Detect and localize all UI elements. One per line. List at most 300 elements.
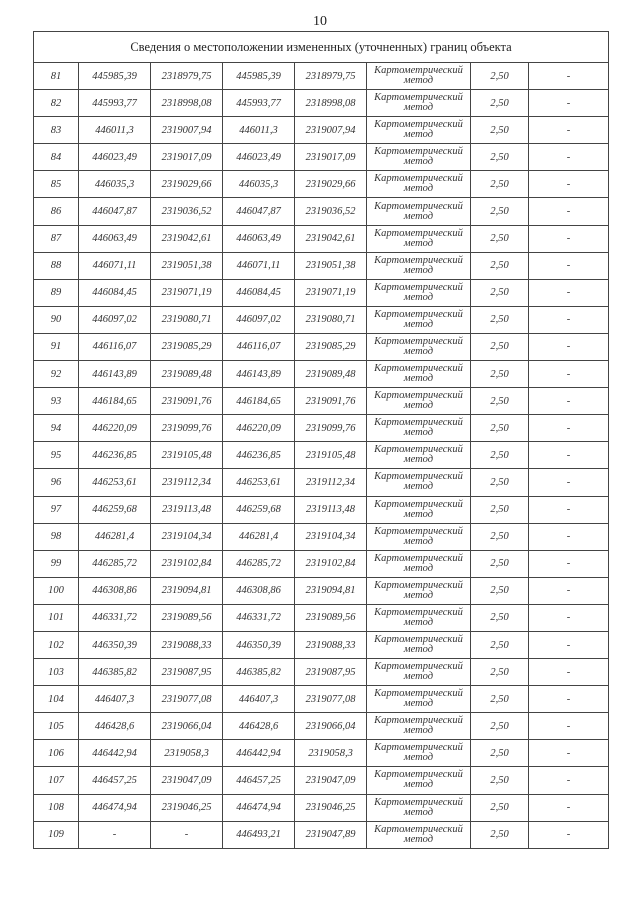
cell-note: - (529, 361, 609, 388)
cell-accuracy: 2,50 (471, 631, 529, 658)
cell-note: - (529, 144, 609, 171)
cell-y-old: - (151, 821, 223, 848)
cell-y-old: 2319089,48 (151, 361, 223, 388)
cell-accuracy: 2,50 (471, 198, 529, 225)
cell-point-number: 93 (34, 388, 79, 415)
page-number: 10 (313, 14, 327, 29)
cell-point-number: 87 (34, 225, 79, 252)
cell-point-number: 101 (34, 604, 79, 631)
method-text: Картометрический (374, 715, 463, 727)
table-row (34, 225, 609, 252)
cell-x-new: 446474,94 (223, 794, 295, 821)
boundary-table (33, 31, 609, 849)
method-text: метод (403, 562, 434, 574)
cell-y-old: 2319113,48 (151, 496, 223, 523)
cell-y-new: 2319066,04 (295, 713, 367, 740)
cell-point-number: 94 (34, 415, 79, 442)
method-text: Картометрический (374, 471, 463, 483)
method-text: Картометрический (374, 742, 463, 754)
cell-x-old: 446063,49 (79, 225, 151, 252)
cell-x-old: 446220,09 (79, 415, 151, 442)
cell-y-old: 2319080,71 (151, 306, 223, 333)
cell-accuracy: 2,50 (471, 171, 529, 198)
cell-y-new: 2319047,89 (295, 821, 367, 848)
method-text: метод (403, 183, 434, 195)
cell-x-old: 446047,87 (79, 198, 151, 225)
cell-y-new: 2319091,76 (295, 388, 367, 415)
cell-y-old: 2319085,29 (151, 333, 223, 360)
cell-accuracy: 2,50 (471, 333, 529, 360)
cell-point-number: 83 (34, 117, 79, 144)
cell-note: - (529, 713, 609, 740)
cell-point-number: 108 (34, 794, 79, 821)
cell-note: - (529, 198, 609, 225)
cell-y-old: 2319036,52 (151, 198, 223, 225)
method-text: Картометрический (374, 417, 463, 429)
cell-y-new: 2319042,61 (295, 225, 367, 252)
table-row (34, 361, 609, 388)
method-text: метод (403, 508, 434, 520)
cell-method (367, 225, 471, 252)
cell-y-old: 2319029,66 (151, 171, 223, 198)
cell-x-new: 446035,3 (223, 171, 295, 198)
cell-accuracy: 2,50 (471, 63, 529, 90)
cell-point-number: 99 (34, 550, 79, 577)
cell-accuracy: 2,50 (471, 388, 529, 415)
cell-x-new: 446442,94 (223, 740, 295, 767)
method-text: метод (403, 644, 434, 656)
cell-x-old: 446084,45 (79, 279, 151, 306)
cell-x-old: 446011,3 (79, 117, 151, 144)
cell-y-old: 2319102,84 (151, 550, 223, 577)
cell-y-old: 2319051,38 (151, 252, 223, 279)
cell-y-old: 2319091,76 (151, 388, 223, 415)
cell-method (367, 496, 471, 523)
cell-method (367, 821, 471, 848)
method-text: Картометрический (374, 525, 463, 537)
cell-y-new: 2319036,52 (295, 198, 367, 225)
cell-method (367, 361, 471, 388)
cell-point-number: 97 (34, 496, 79, 523)
method-text: Картометрический (374, 579, 463, 591)
cell-x-new: 446220,09 (223, 415, 295, 442)
cell-x-old: 446308,86 (79, 577, 151, 604)
cell-point-number: 106 (34, 740, 79, 767)
cell-note: - (529, 604, 609, 631)
cell-x-old: 446457,25 (79, 767, 151, 794)
table-row (34, 198, 609, 225)
cell-method (367, 631, 471, 658)
cell-x-old: 445993,77 (79, 90, 151, 117)
method-text: метод (403, 833, 434, 845)
method-text: Картометрический (374, 200, 463, 212)
cell-accuracy: 2,50 (471, 686, 529, 713)
cell-y-old: 2319042,61 (151, 225, 223, 252)
cell-note: - (529, 252, 609, 279)
cell-x-old: 446143,89 (79, 361, 151, 388)
cell-x-new: 446350,39 (223, 631, 295, 658)
cell-note: - (529, 225, 609, 252)
cell-x-new: 446023,49 (223, 144, 295, 171)
cell-y-new: 2319051,38 (295, 252, 367, 279)
method-text: метод (403, 779, 434, 791)
cell-method (367, 306, 471, 333)
cell-point-number: 92 (34, 361, 79, 388)
cell-method (367, 252, 471, 279)
table-row (34, 523, 609, 550)
method-text: метод (403, 698, 434, 710)
method-text: Картометрический (374, 769, 463, 781)
cell-accuracy: 2,50 (471, 604, 529, 631)
cell-x-old: 446236,85 (79, 442, 151, 469)
cell-x-old: 446023,49 (79, 144, 151, 171)
cell-y-old: 2319066,04 (151, 713, 223, 740)
table-row (34, 496, 609, 523)
cell-note: - (529, 523, 609, 550)
table-row (34, 713, 609, 740)
cell-y-old: 2319112,34 (151, 469, 223, 496)
cell-note: - (529, 333, 609, 360)
cell-point-number: 88 (34, 252, 79, 279)
method-text: метод (403, 318, 434, 330)
table-title: Сведения о местоположении измененных (уточненных) границ объекта (34, 32, 609, 63)
cell-x-new: 446308,86 (223, 577, 295, 604)
method-text: Картометрический (374, 498, 463, 510)
cell-x-new: 446493,21 (223, 821, 295, 848)
cell-x-new: 446143,89 (223, 361, 295, 388)
cell-y-new: 2319058,3 (295, 740, 367, 767)
cell-x-old: 446350,39 (79, 631, 151, 658)
cell-method (367, 279, 471, 306)
table-row (34, 767, 609, 794)
method-text: Картометрический (374, 254, 463, 266)
cell-y-new: 2319104,34 (295, 523, 367, 550)
table-row (34, 740, 609, 767)
method-text: Картометрический (374, 65, 463, 77)
cell-point-number: 86 (34, 198, 79, 225)
cell-method (367, 740, 471, 767)
table-row (34, 63, 609, 90)
cell-method (367, 550, 471, 577)
cell-point-number: 100 (34, 577, 79, 604)
table-row (34, 686, 609, 713)
cell-accuracy: 2,50 (471, 117, 529, 144)
cell-y-new: 2319088,33 (295, 631, 367, 658)
cell-method (367, 90, 471, 117)
method-text: метод (403, 102, 434, 114)
cell-x-new: 446407,3 (223, 686, 295, 713)
cell-accuracy: 2,50 (471, 144, 529, 171)
table-row (34, 550, 609, 577)
cell-y-new: 2319102,84 (295, 550, 367, 577)
method-text: Картометрический (374, 661, 463, 673)
cell-method (367, 767, 471, 794)
cell-x-new: 446457,25 (223, 767, 295, 794)
cell-point-number: 89 (34, 279, 79, 306)
method-text: метод (403, 400, 434, 412)
table-row (34, 469, 609, 496)
table-row (34, 794, 609, 821)
table-row (34, 631, 609, 658)
cell-accuracy: 2,50 (471, 442, 529, 469)
cell-y-new: 2318979,75 (295, 63, 367, 90)
method-text: Картометрический (374, 634, 463, 646)
method-text: метод (403, 373, 434, 385)
method-text: метод (403, 535, 434, 547)
cell-x-new: 445985,39 (223, 63, 295, 90)
method-text: метод (403, 210, 434, 222)
cell-y-old: 2319058,3 (151, 740, 223, 767)
cell-y-new: 2319017,09 (295, 144, 367, 171)
cell-accuracy: 2,50 (471, 713, 529, 740)
cell-y-old: 2319104,34 (151, 523, 223, 550)
method-text: метод (403, 806, 434, 818)
cell-accuracy: 2,50 (471, 550, 529, 577)
table-row (34, 306, 609, 333)
cell-y-old: 2319089,56 (151, 604, 223, 631)
cell-x-new: 446253,61 (223, 469, 295, 496)
method-text: метод (403, 264, 434, 276)
cell-method (367, 686, 471, 713)
cell-x-new: 446011,3 (223, 117, 295, 144)
table-row (34, 415, 609, 442)
cell-accuracy: 2,50 (471, 225, 529, 252)
method-text: метод (403, 671, 434, 683)
table-row (34, 333, 609, 360)
cell-note: - (529, 90, 609, 117)
cell-y-old: 2319007,94 (151, 117, 223, 144)
cell-y-old: 2319071,19 (151, 279, 223, 306)
cell-accuracy: 2,50 (471, 523, 529, 550)
cell-y-new: 2319087,95 (295, 659, 367, 686)
cell-x-old: 446071,11 (79, 252, 151, 279)
cell-note: - (529, 117, 609, 144)
cell-method (367, 659, 471, 686)
cell-point-number: 82 (34, 90, 79, 117)
cell-method (367, 442, 471, 469)
method-text: Картометрический (374, 227, 463, 239)
table-row (34, 171, 609, 198)
cell-method (367, 415, 471, 442)
cell-point-number: 103 (34, 659, 79, 686)
table-row (34, 90, 609, 117)
cell-x-new: 446259,68 (223, 496, 295, 523)
table-row (34, 117, 609, 144)
method-text: метод (403, 75, 434, 87)
cell-y-new: 2319085,29 (295, 333, 367, 360)
cell-note: - (529, 659, 609, 686)
cell-note: - (529, 171, 609, 198)
cell-y-old: 2318979,75 (151, 63, 223, 90)
method-text: Картометрический (374, 335, 463, 347)
cell-x-new: 446071,11 (223, 252, 295, 279)
cell-method (367, 144, 471, 171)
cell-accuracy: 2,50 (471, 90, 529, 117)
cell-y-new: 2319080,71 (295, 306, 367, 333)
method-text: Картометрический (374, 796, 463, 808)
cell-y-new: 2319071,19 (295, 279, 367, 306)
cell-accuracy: 2,50 (471, 577, 529, 604)
cell-point-number: 98 (34, 523, 79, 550)
cell-note: - (529, 469, 609, 496)
method-text: Картометрический (374, 606, 463, 618)
cell-accuracy: 2,50 (471, 767, 529, 794)
cell-method (367, 198, 471, 225)
cell-note: - (529, 767, 609, 794)
cell-accuracy: 2,50 (471, 496, 529, 523)
cell-x-new: 446331,72 (223, 604, 295, 631)
method-text: Картометрический (374, 308, 463, 320)
cell-x-new: 446285,72 (223, 550, 295, 577)
method-text: Картометрический (374, 552, 463, 564)
cell-point-number: 102 (34, 631, 79, 658)
cell-y-old: 2319047,09 (151, 767, 223, 794)
cell-accuracy: 2,50 (471, 659, 529, 686)
cell-x-old: 446259,68 (79, 496, 151, 523)
cell-y-new: 2319046,25 (295, 794, 367, 821)
cell-point-number: 96 (34, 469, 79, 496)
cell-x-new: 445993,77 (223, 90, 295, 117)
cell-y-new: 2318998,08 (295, 90, 367, 117)
cell-y-old: 2319105,48 (151, 442, 223, 469)
cell-point-number: 81 (34, 63, 79, 90)
cell-x-new: 446097,02 (223, 306, 295, 333)
cell-point-number: 105 (34, 713, 79, 740)
cell-accuracy: 2,50 (471, 361, 529, 388)
cell-y-new: 2319112,34 (295, 469, 367, 496)
table-row (34, 252, 609, 279)
cell-accuracy: 2,50 (471, 279, 529, 306)
method-text: метод (403, 427, 434, 439)
cell-note: - (529, 577, 609, 604)
cell-note: - (529, 388, 609, 415)
cell-note: - (529, 631, 609, 658)
cell-x-old: 446474,94 (79, 794, 151, 821)
method-text: Картометрический (374, 173, 463, 185)
cell-y-new: 2319089,48 (295, 361, 367, 388)
cell-method (367, 171, 471, 198)
cell-method (367, 523, 471, 550)
cell-method (367, 577, 471, 604)
method-text: Картометрический (374, 363, 463, 375)
cell-note: - (529, 415, 609, 442)
cell-point-number: 104 (34, 686, 79, 713)
cell-method (367, 604, 471, 631)
cell-y-new: 2319077,08 (295, 686, 367, 713)
cell-point-number: 107 (34, 767, 79, 794)
cell-y-old: 2319017,09 (151, 144, 223, 171)
cell-y-new: 2319105,48 (295, 442, 367, 469)
method-text: Картометрический (374, 92, 463, 104)
cell-y-old: 2319077,08 (151, 686, 223, 713)
table-row (34, 659, 609, 686)
cell-x-old: 446253,61 (79, 469, 151, 496)
cell-x-new: 446063,49 (223, 225, 295, 252)
cell-y-old: 2319094,81 (151, 577, 223, 604)
cell-y-new: 2319007,94 (295, 117, 367, 144)
method-text: Картометрический (374, 823, 463, 835)
cell-method (367, 794, 471, 821)
method-text: Картометрический (374, 146, 463, 158)
cell-x-new: 446281,4 (223, 523, 295, 550)
cell-accuracy: 2,50 (471, 469, 529, 496)
cell-x-new: 446084,45 (223, 279, 295, 306)
cell-point-number: 95 (34, 442, 79, 469)
method-text: метод (403, 129, 434, 141)
cell-y-new: 2319094,81 (295, 577, 367, 604)
method-text: метод (403, 589, 434, 601)
method-text: Картометрический (374, 688, 463, 700)
method-text: метод (403, 725, 434, 737)
cell-y-old: 2319087,95 (151, 659, 223, 686)
cell-x-old: 446407,3 (79, 686, 151, 713)
method-text: метод (403, 291, 434, 303)
method-text: метод (403, 237, 434, 249)
cell-x-old: 446097,02 (79, 306, 151, 333)
cell-method (367, 713, 471, 740)
cell-point-number: 84 (34, 144, 79, 171)
table-row (34, 388, 609, 415)
cell-note: - (529, 63, 609, 90)
method-text: метод (403, 345, 434, 357)
cell-accuracy: 2,50 (471, 821, 529, 848)
cell-note: - (529, 442, 609, 469)
cell-accuracy: 2,50 (471, 740, 529, 767)
cell-method (367, 388, 471, 415)
cell-accuracy: 2,50 (471, 415, 529, 442)
cell-x-old: 446331,72 (79, 604, 151, 631)
cell-accuracy: 2,50 (471, 794, 529, 821)
cell-x-new: 446116,07 (223, 333, 295, 360)
cell-y-new: 2319099,76 (295, 415, 367, 442)
method-text: Картометрический (374, 281, 463, 293)
cell-y-old: 2319099,76 (151, 415, 223, 442)
table-row (34, 577, 609, 604)
cell-x-new: 446184,65 (223, 388, 295, 415)
cell-x-old: 446184,65 (79, 388, 151, 415)
cell-x-new: 446428,6 (223, 713, 295, 740)
cell-method (367, 333, 471, 360)
method-text: метод (403, 616, 434, 628)
table-row (34, 144, 609, 171)
cell-note: - (529, 496, 609, 523)
cell-note: - (529, 306, 609, 333)
cell-x-old: 446285,72 (79, 550, 151, 577)
cell-y-new: 2319113,48 (295, 496, 367, 523)
table-row (34, 442, 609, 469)
cell-x-new: 446236,85 (223, 442, 295, 469)
cell-x-old: - (79, 821, 151, 848)
cell-accuracy: 2,50 (471, 306, 529, 333)
cell-y-old: 2319046,25 (151, 794, 223, 821)
method-text: метод (403, 156, 434, 168)
cell-note: - (529, 740, 609, 767)
cell-note: - (529, 794, 609, 821)
cell-method (367, 63, 471, 90)
cell-point-number: 90 (34, 306, 79, 333)
cell-y-new: 2319047,09 (295, 767, 367, 794)
cell-y-new: 2319089,56 (295, 604, 367, 631)
method-text: метод (403, 454, 434, 466)
cell-y-new: 2319029,66 (295, 171, 367, 198)
method-text: Картометрический (374, 390, 463, 402)
cell-note: - (529, 686, 609, 713)
cell-x-new: 446385,82 (223, 659, 295, 686)
table-row (34, 604, 609, 631)
cell-y-old: 2318998,08 (151, 90, 223, 117)
cell-note: - (529, 550, 609, 577)
cell-x-new: 446047,87 (223, 198, 295, 225)
